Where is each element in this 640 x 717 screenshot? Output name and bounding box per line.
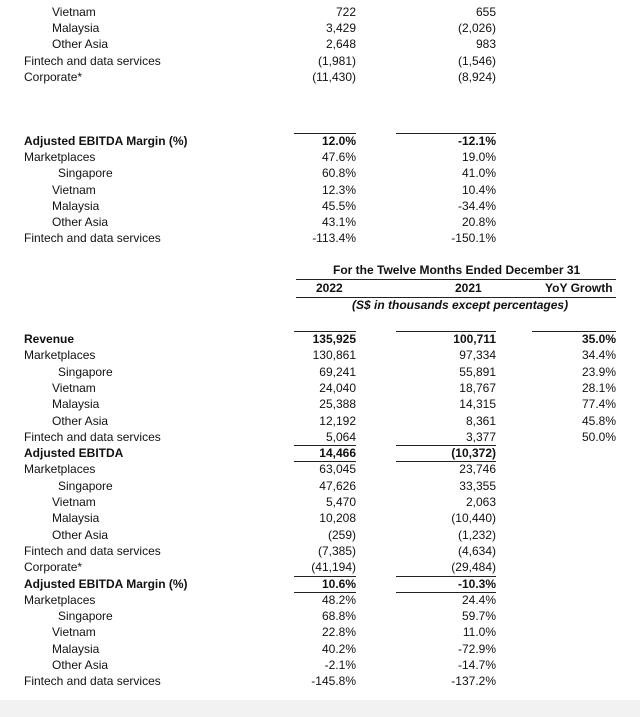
- row-label: Malaysia: [52, 511, 100, 526]
- row-label: Adjusted EBITDA Margin (%): [24, 576, 188, 591]
- row-label: Vietnam: [52, 182, 96, 197]
- value-2021: 655: [475, 5, 496, 19]
- value-2022: (7,385): [317, 543, 356, 558]
- header-title-row: [0, 262, 640, 278]
- rule-above: [294, 331, 356, 332]
- row-label: Vietnam: [52, 5, 96, 19]
- annual_rows-row: [0, 494, 640, 510]
- row-label: Fintech and data services: [24, 231, 161, 246]
- row-label: Fintech and data services: [24, 674, 161, 689]
- value-2022: 24,040: [319, 380, 356, 395]
- rule-above: [396, 576, 496, 577]
- value-2021: (1,232): [457, 527, 496, 542]
- margin_rows-row: [0, 214, 640, 230]
- value-2022: 40.2%: [321, 641, 356, 656]
- annual_rows-row: [0, 380, 640, 396]
- row-label: Fintech and data services: [24, 53, 161, 68]
- value-2022: 47,626: [319, 478, 356, 493]
- value-2022: 22.8%: [321, 625, 356, 640]
- value-2021: 10.4%: [461, 182, 496, 197]
- annual_rows-row: [0, 576, 640, 592]
- value-2022: 10.6%: [321, 576, 356, 591]
- header-title: For the Twelve Months Ended December 31: [333, 263, 581, 277]
- value-2022: 12,192: [319, 413, 356, 428]
- value-2022: 12.3%: [321, 182, 356, 197]
- value-2022: 2,648: [325, 37, 356, 52]
- value-2022: -2.1%: [324, 658, 356, 672]
- value-2022: 60.8%: [321, 166, 356, 181]
- row-label: Singapore: [58, 364, 113, 379]
- value-2021: 59.7%: [461, 609, 496, 624]
- bottom-band: [0, 700, 640, 717]
- row-label: Marketplaces: [24, 592, 96, 607]
- margin_rows-row: [0, 230, 640, 246]
- row-label: Marketplaces: [24, 348, 96, 363]
- value-yoy-growth: 28.1%: [581, 380, 616, 395]
- value-2021: (10,372): [451, 446, 496, 461]
- value-2021: (4,634): [457, 543, 496, 558]
- value-2021: 41.0%: [461, 166, 496, 181]
- annual_rows-row: [0, 608, 640, 624]
- margin_rows-row: [0, 133, 640, 149]
- rule-above: [396, 133, 496, 134]
- value-2022: -113.4%: [312, 231, 356, 246]
- value-2021: 3,377: [465, 429, 496, 444]
- annual_rows-row: [0, 461, 640, 477]
- margin_rows-row: [0, 182, 640, 198]
- annual_rows-row: [0, 347, 640, 363]
- value-2021: 33,355: [459, 478, 496, 493]
- top_rows-row: [0, 69, 640, 85]
- row-label: Malaysia: [52, 21, 100, 36]
- value-2021: -72.9%: [457, 641, 496, 656]
- rule-above: [532, 331, 616, 332]
- top_rows-row: [0, 4, 640, 20]
- annual_rows-row: [0, 559, 640, 575]
- row-label: Other Asia: [52, 658, 109, 672]
- value-2022: 45.5%: [321, 198, 356, 213]
- row-label: Other Asia: [52, 37, 109, 52]
- margin_rows-row: [0, 149, 640, 165]
- row-label: Adjusted EBITDA Margin (%): [24, 134, 188, 148]
- value-2021: -150.1%: [451, 231, 496, 246]
- value-2021: 14,315: [459, 397, 496, 412]
- row-label: Other Asia: [52, 215, 109, 229]
- row-label: Vietnam: [52, 495, 96, 509]
- value-2021: 18,767: [459, 380, 496, 395]
- value-2021: 19.0%: [461, 150, 496, 165]
- value-2022: 14,466: [319, 446, 356, 461]
- row-label: Malaysia: [52, 198, 100, 213]
- top_rows-row: [0, 20, 640, 36]
- row-label: Malaysia: [52, 641, 100, 656]
- value-2021: -137.2%: [451, 674, 496, 689]
- row-label: Malaysia: [52, 397, 100, 412]
- value-2022: 25,388: [319, 397, 356, 412]
- value-2021: 8,361: [465, 413, 496, 428]
- value-2022: 69,241: [319, 364, 356, 379]
- value-2021: -10.3%: [457, 576, 496, 591]
- value-2022: 12.0%: [321, 134, 356, 148]
- annual_rows-row: [0, 331, 640, 347]
- row-label: Singapore: [58, 166, 113, 181]
- annual_rows-row: [0, 478, 640, 494]
- annual_rows-row: [0, 624, 640, 640]
- value-2022: (11,430): [312, 69, 356, 84]
- value-2022: (41,194): [311, 560, 356, 575]
- annual_rows-row: [0, 429, 640, 445]
- margin_rows-row: [0, 198, 640, 214]
- row-label: Fintech and data services: [24, 543, 161, 558]
- value-2022: 63,045: [319, 462, 356, 477]
- value-2022: -145.8%: [311, 674, 356, 689]
- value-2022: 68.8%: [321, 609, 356, 624]
- value-2021: 24.4%: [461, 592, 496, 607]
- row-label: Marketplaces: [24, 150, 96, 165]
- annual_rows-row: [0, 413, 640, 429]
- row-label: Other Asia: [52, 527, 109, 542]
- value-yoy-growth: 50.0%: [581, 429, 616, 444]
- row-label: Singapore: [58, 609, 113, 624]
- annual_rows-row: [0, 657, 640, 673]
- header-col-2022: 2022: [316, 281, 343, 295]
- annual_rows-row: [0, 445, 640, 461]
- value-2022: 722: [335, 5, 356, 19]
- value-yoy-growth: 35.0%: [581, 332, 616, 346]
- header-col-yoy: YoY Growth: [545, 281, 613, 295]
- value-2021: (2,026): [457, 21, 496, 36]
- rule-above: [396, 445, 496, 446]
- annual_rows-row: [0, 396, 640, 412]
- rule-above: [294, 445, 356, 446]
- annual_rows-row: [0, 673, 640, 689]
- value-yoy-growth: 23.9%: [581, 364, 616, 379]
- value-2021: 55,891: [459, 364, 496, 379]
- value-2022: 48.2%: [321, 592, 356, 607]
- annual_rows-row: [0, 527, 640, 543]
- row-label: Other Asia: [52, 413, 109, 428]
- value-2022: 130,861: [312, 348, 356, 363]
- value-2021: 97,334: [459, 348, 496, 363]
- annual_rows-row: [0, 510, 640, 526]
- value-2021: 20.8%: [461, 215, 496, 229]
- value-2022: 43.1%: [321, 215, 356, 229]
- annual_rows-row: [0, 364, 640, 380]
- header-unit-row: [0, 297, 640, 313]
- value-2022: 5,064: [325, 429, 356, 444]
- annual_rows-row: [0, 543, 640, 559]
- value-2021: (29,484): [451, 560, 496, 575]
- value-yoy-growth: 34.4%: [581, 348, 616, 363]
- value-2022: 47.6%: [321, 150, 356, 165]
- margin_rows-row: [0, 165, 640, 181]
- row-label: Adjusted EBITDA: [24, 446, 124, 461]
- rule-above: [294, 133, 356, 134]
- value-2021: -12.1%: [457, 134, 496, 148]
- row-label: Fintech and data services: [24, 429, 161, 444]
- value-2021: 23,746: [459, 462, 496, 477]
- value-2021: 2,063: [465, 495, 496, 509]
- value-2022: (259): [327, 527, 356, 542]
- row-label: Corporate*: [24, 560, 83, 575]
- annual_rows-row: [0, 592, 640, 608]
- rule-above: [294, 576, 356, 577]
- row-label: Marketplaces: [24, 462, 96, 477]
- value-2021: -34.4%: [457, 198, 496, 213]
- value-2022: 3,429: [325, 21, 356, 36]
- value-yoy-growth: 77.4%: [581, 397, 616, 412]
- row-label: Singapore: [58, 478, 113, 493]
- header-col-2021: 2021: [455, 281, 482, 295]
- row-label: Vietnam: [52, 380, 96, 395]
- row-label: Corporate*: [24, 69, 83, 84]
- value-2021: -14.7%: [457, 658, 496, 672]
- top_rows-row: [0, 36, 640, 52]
- value-2021: (10,440): [451, 511, 496, 526]
- value-2021: 11.0%: [462, 625, 496, 640]
- annual_rows-row: [0, 641, 640, 657]
- rule-above: [396, 331, 496, 332]
- value-2022: (1,981): [317, 53, 356, 68]
- header-unit-note: (S$ in thousands except percentages): [352, 298, 569, 312]
- value-2021: 983: [475, 37, 496, 52]
- row-label: Revenue: [24, 332, 75, 346]
- row-label: Vietnam: [52, 625, 96, 640]
- value-2021: (8,924): [457, 69, 496, 84]
- header-years-row: [0, 280, 640, 296]
- value-yoy-growth: 45.8%: [581, 413, 616, 428]
- value-2022: 5,470: [325, 495, 356, 509]
- value-2022: 10,208: [319, 511, 356, 526]
- top_rows-row: [0, 53, 640, 69]
- value-2022: 135,925: [312, 332, 356, 346]
- value-2021: (1,546): [457, 53, 496, 68]
- value-2021: 100,711: [453, 332, 496, 346]
